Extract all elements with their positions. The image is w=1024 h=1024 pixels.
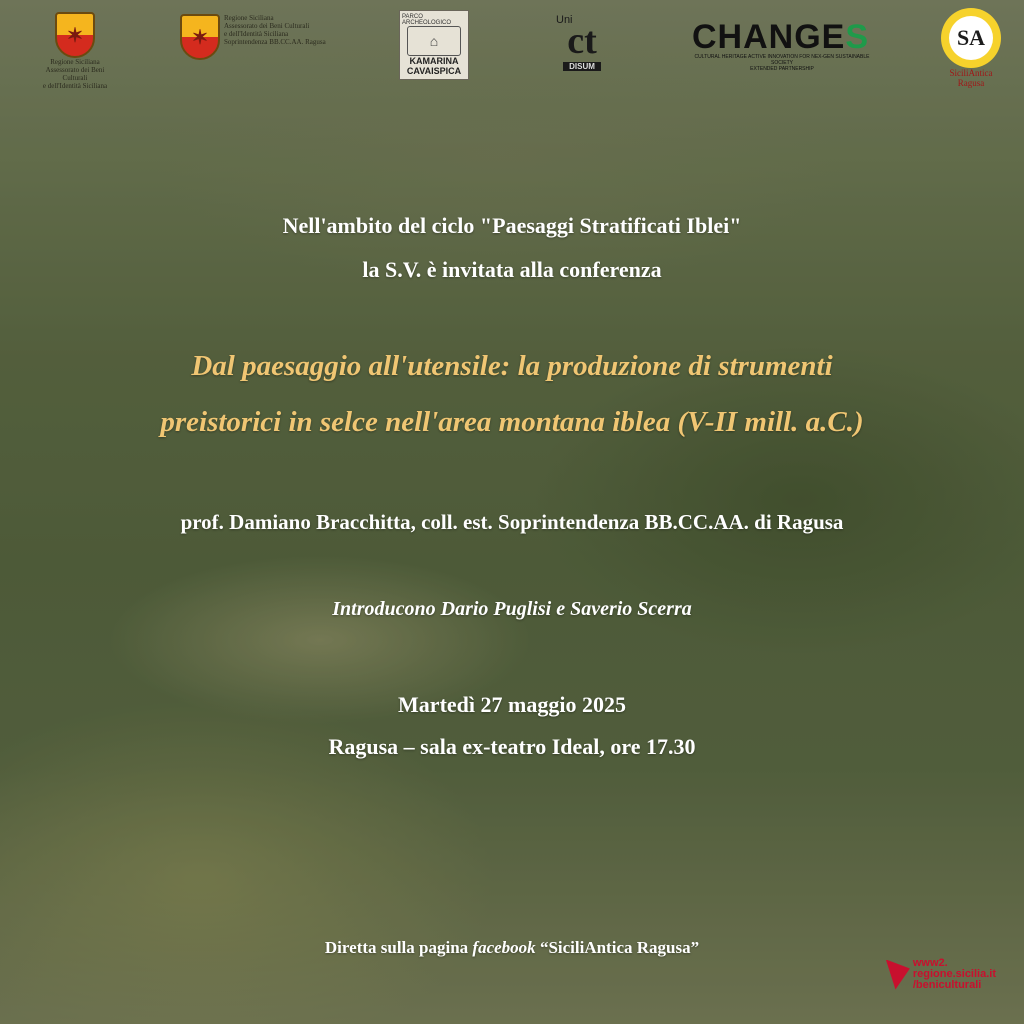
speaker: prof. Damiano Bracchitta, coll. est. Soprintendenza BB.CC.AA. di Ragusa bbox=[180, 510, 844, 534]
live-stream-note bbox=[0, 938, 1024, 958]
regione-web-line-3: /beniculturali bbox=[912, 979, 982, 991]
live-suffix: “SiciliAntica Ragusa” bbox=[535, 938, 700, 957]
unict-ct: ct bbox=[567, 20, 597, 62]
event-place: Ragusa – sala ex-teatro Ideal, ore 17.30 bbox=[328, 734, 696, 759]
regione1-caption-1: Regione Siciliana bbox=[50, 58, 100, 66]
changes-tagline-2: EXTENDED PARTNERSHIP bbox=[750, 66, 814, 72]
regione-web-line-1: www2. bbox=[912, 957, 948, 969]
event-date: Martedì 27 maggio 2025 bbox=[398, 692, 626, 717]
changes-s: S bbox=[845, 18, 870, 56]
conference-title bbox=[0, 338, 1024, 450]
kamarina-top-label: PARCO ARCHEOLOGICO bbox=[402, 14, 452, 26]
intro-line-2: la S.V. è invitata alla conferenza bbox=[362, 257, 662, 282]
title-line-2: preistorici in selce nell'area montana iblea (V-II mill. a.C.) bbox=[160, 406, 864, 438]
changes-word: CHANGE bbox=[692, 18, 846, 56]
regione2-caption-2: Assessorato dei Beni Culturali bbox=[224, 22, 310, 30]
trinacria-shield-icon-2: ✶ bbox=[180, 14, 220, 60]
regione-arrow-icon bbox=[886, 960, 910, 990]
changes-tagline-1: CULTURAL HERITAGE ACTIVE INNOVATION FOR NEX-GEN SUSTAINABLE SOCIETY bbox=[694, 54, 870, 66]
regione-web-logo[interactable] bbox=[886, 958, 996, 991]
regione-web-line-2: regione.sicilia.it bbox=[912, 968, 996, 980]
unict-disum: DISUM bbox=[563, 62, 601, 71]
live-platform: facebook bbox=[472, 938, 536, 957]
regione2-caption-3: e dell'Identità Siciliana bbox=[224, 30, 289, 38]
trinacria-shield-icon: ✶ bbox=[55, 12, 95, 58]
intro-block bbox=[0, 204, 1024, 292]
temple-icon: ⌂ bbox=[407, 26, 461, 56]
siciliantica-caption: SiciliAntica Ragusa bbox=[949, 68, 993, 88]
introducers: Introducono Dario Puglisi e Saverio Scerra bbox=[332, 598, 692, 620]
kamarina-name-1: KAMARINA bbox=[409, 56, 459, 66]
regione1-caption-3: e dell'Identità Siciliana bbox=[42, 82, 108, 90]
unict-uni: Uni bbox=[556, 14, 573, 26]
regione2-caption-1: Regione Siciliana bbox=[224, 14, 274, 22]
title-line-1: Dal paesaggio all'utensile: la produzione di strumenti bbox=[191, 350, 833, 382]
event-details bbox=[0, 684, 1024, 768]
kamarina-name-2: CAVAISPICA bbox=[406, 66, 462, 76]
siciliantica-mark: SA bbox=[949, 16, 993, 60]
intro-line-1: Nell'ambito del ciclo "Paesaggi Stratificati Iblei" bbox=[282, 213, 742, 238]
regione1-caption-2: Assessorato dei Beni Culturali bbox=[45, 66, 105, 82]
live-prefix: Diretta sulla pagina bbox=[324, 938, 473, 957]
regione2-caption-4: Soprintendenza BB.CC.AA. Ragusa bbox=[224, 38, 326, 46]
